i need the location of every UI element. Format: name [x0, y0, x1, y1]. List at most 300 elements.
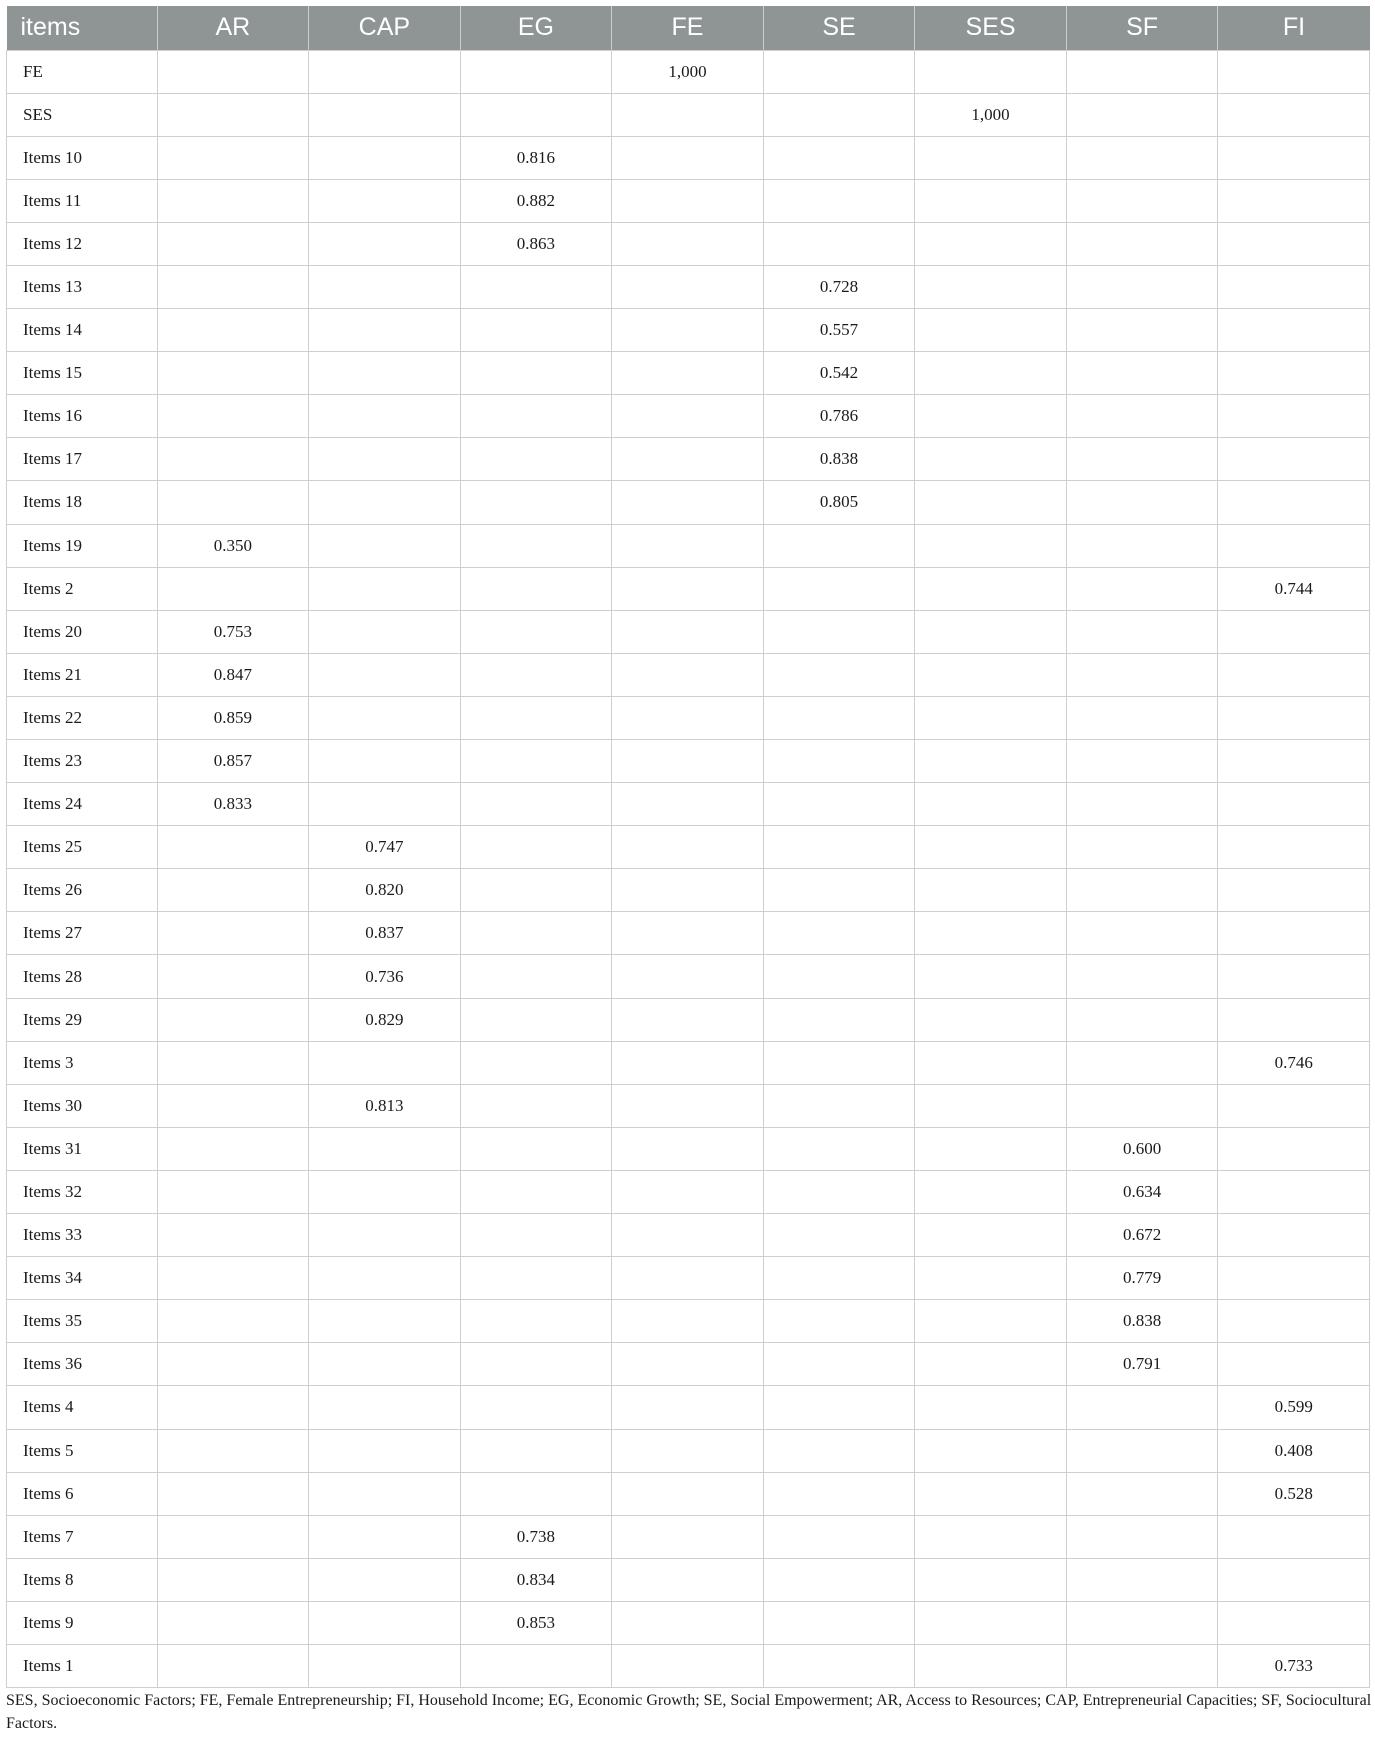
table-row — [7, 1558, 1370, 1601]
loading-cell — [1218, 136, 1370, 179]
loading-cell — [309, 222, 461, 265]
loading-cell — [1066, 136, 1218, 179]
loading-cell — [1218, 265, 1370, 308]
loading-cell — [157, 1601, 309, 1644]
row-label: Items 10 — [7, 136, 158, 179]
loading-cell — [1066, 352, 1218, 395]
loading-cell — [460, 955, 612, 998]
loading-cell: 0.853 — [460, 1601, 612, 1644]
loading-cell — [612, 309, 764, 352]
table-header — [7, 6, 1370, 50]
loading-cell: 0.829 — [309, 998, 461, 1041]
loading-cell — [1066, 826, 1218, 869]
loading-cell — [309, 1343, 461, 1386]
loading-cell — [157, 136, 309, 179]
table-row — [7, 265, 1370, 308]
loading-cell — [612, 998, 764, 1041]
loading-cell — [1066, 395, 1218, 438]
loading-cell — [763, 1429, 915, 1472]
table-row — [7, 696, 1370, 739]
loading-cell — [1218, 826, 1370, 869]
loading-cell — [157, 179, 309, 222]
loading-cell — [1218, 1257, 1370, 1300]
loading-cell — [915, 1257, 1067, 1300]
loading-cell — [1066, 1386, 1218, 1429]
row-label: Items 3 — [7, 1041, 158, 1084]
loading-cell — [1218, 309, 1370, 352]
loading-cell — [612, 912, 764, 955]
column-header-se: SE — [763, 6, 915, 50]
loading-cell — [1066, 998, 1218, 1041]
loading-cell — [915, 136, 1067, 179]
loading-cell — [1218, 1170, 1370, 1213]
loading-cell — [1218, 1343, 1370, 1386]
row-label: Items 34 — [7, 1257, 158, 1300]
row-label: Items 32 — [7, 1170, 158, 1213]
loading-cell — [1066, 567, 1218, 610]
loading-cell — [309, 395, 461, 438]
table-row — [7, 309, 1370, 352]
loading-cell — [612, 869, 764, 912]
loading-cell — [157, 1041, 309, 1084]
loading-cell — [915, 1170, 1067, 1213]
loading-cell — [309, 1041, 461, 1084]
row-label: Items 28 — [7, 955, 158, 998]
loading-cell — [763, 998, 915, 1041]
loading-cell — [157, 93, 309, 136]
row-label: Items 14 — [7, 309, 158, 352]
loading-cell — [309, 1515, 461, 1558]
column-header-ar: AR — [157, 6, 309, 50]
row-label: SES — [7, 93, 158, 136]
row-label: Items 18 — [7, 481, 158, 524]
loading-cell — [1218, 50, 1370, 93]
row-label: Items 6 — [7, 1472, 158, 1515]
loading-cell — [157, 481, 309, 524]
loading-cell — [915, 50, 1067, 93]
loading-cell: 0.837 — [309, 912, 461, 955]
loading-cell — [460, 610, 612, 653]
table-row — [7, 352, 1370, 395]
loading-cell — [612, 1127, 764, 1170]
loading-cell: 0.834 — [460, 1558, 612, 1601]
row-label: Items 5 — [7, 1429, 158, 1472]
loading-cell: 1,000 — [612, 50, 764, 93]
loading-cell — [1066, 653, 1218, 696]
table-row — [7, 1127, 1370, 1170]
row-label: Items 35 — [7, 1300, 158, 1343]
loading-cell: 0.847 — [157, 653, 309, 696]
loading-cell — [1066, 912, 1218, 955]
loading-cell — [612, 93, 764, 136]
loading-cell — [309, 1429, 461, 1472]
column-header-eg: EG — [460, 6, 612, 50]
loading-cell — [460, 1429, 612, 1472]
loading-cell — [460, 50, 612, 93]
loading-cell — [612, 395, 764, 438]
table-row — [7, 524, 1370, 567]
loading-cell — [460, 309, 612, 352]
loading-cell: 0.816 — [460, 136, 612, 179]
row-label: Items 22 — [7, 696, 158, 739]
loading-cell — [1218, 653, 1370, 696]
loading-cell — [915, 783, 1067, 826]
loading-cell — [460, 1644, 612, 1687]
loading-cell — [309, 1257, 461, 1300]
table-row — [7, 179, 1370, 222]
loading-cell — [157, 1386, 309, 1429]
loading-cell — [763, 740, 915, 783]
table-row — [7, 50, 1370, 93]
table-row — [7, 1386, 1370, 1429]
loading-cell — [1218, 783, 1370, 826]
table-row — [7, 653, 1370, 696]
row-label: Items 30 — [7, 1084, 158, 1127]
loading-cell — [1218, 93, 1370, 136]
loading-cell: 0.859 — [157, 696, 309, 739]
loading-cell — [309, 1214, 461, 1257]
loading-cell — [157, 1170, 309, 1213]
loading-cell — [1218, 1127, 1370, 1170]
loading-cell — [612, 1084, 764, 1127]
loading-cell — [460, 395, 612, 438]
loading-cell — [460, 1214, 612, 1257]
loading-cell: 0.728 — [763, 265, 915, 308]
loading-cell — [763, 1170, 915, 1213]
loading-cell — [763, 610, 915, 653]
column-header-sf: SF — [1066, 6, 1218, 50]
loading-cell — [612, 783, 764, 826]
loading-cell — [763, 1644, 915, 1687]
loading-cell — [1218, 869, 1370, 912]
loading-cell — [1218, 696, 1370, 739]
loading-cell — [763, 1041, 915, 1084]
loading-cell — [157, 1084, 309, 1127]
loading-cell — [309, 653, 461, 696]
loading-cell — [1218, 1300, 1370, 1343]
loading-cell — [1218, 1084, 1370, 1127]
column-header-fe: FE — [612, 6, 764, 50]
loading-cell: 0.882 — [460, 179, 612, 222]
loading-cell: 0.838 — [763, 438, 915, 481]
loading-cell — [157, 1127, 309, 1170]
loading-cell — [915, 222, 1067, 265]
loading-cell — [309, 1601, 461, 1644]
loading-cell — [309, 50, 461, 93]
loading-cell — [1066, 696, 1218, 739]
loading-cell — [1218, 1515, 1370, 1558]
loading-cell — [1066, 1472, 1218, 1515]
loading-cell — [763, 567, 915, 610]
loading-cell — [763, 1601, 915, 1644]
loading-cell — [1218, 1214, 1370, 1257]
loading-cell — [612, 265, 764, 308]
loading-cell — [763, 93, 915, 136]
loading-cell — [309, 352, 461, 395]
loading-cell — [763, 783, 915, 826]
loading-cell: 0.786 — [763, 395, 915, 438]
loading-cell — [612, 1170, 764, 1213]
loading-cell — [915, 912, 1067, 955]
loading-cell — [1066, 309, 1218, 352]
factor-loadings-table — [6, 6, 1370, 1688]
loading-cell — [309, 1300, 461, 1343]
loading-cell — [460, 1127, 612, 1170]
loading-cell — [1066, 179, 1218, 222]
loading-cell — [1066, 869, 1218, 912]
row-label: Items 20 — [7, 610, 158, 653]
loading-cell: 0.833 — [157, 783, 309, 826]
loading-cell — [915, 1472, 1067, 1515]
loading-cell: 0.600 — [1066, 1127, 1218, 1170]
loading-cell — [612, 1644, 764, 1687]
loading-cell: 0.863 — [460, 222, 612, 265]
loading-cell — [460, 1472, 612, 1515]
loading-cell — [1218, 955, 1370, 998]
loading-cell — [763, 1084, 915, 1127]
row-label: FE — [7, 50, 158, 93]
row-label: Items 25 — [7, 826, 158, 869]
row-label: Items 9 — [7, 1601, 158, 1644]
loading-cell: 0.672 — [1066, 1214, 1218, 1257]
loading-cell — [157, 1257, 309, 1300]
loading-cell — [763, 696, 915, 739]
loading-cell — [612, 179, 764, 222]
loading-cell — [309, 93, 461, 136]
loading-cell — [612, 1472, 764, 1515]
loading-cell: 0.744 — [1218, 567, 1370, 610]
loading-cell — [915, 265, 1067, 308]
row-label: Items 1 — [7, 1644, 158, 1687]
loading-cell — [1218, 998, 1370, 1041]
loading-cell — [915, 1386, 1067, 1429]
loading-cell — [763, 1127, 915, 1170]
loading-cell — [612, 352, 764, 395]
table-row — [7, 783, 1370, 826]
row-label: Items 26 — [7, 869, 158, 912]
loading-cell — [460, 869, 612, 912]
loading-cell — [1218, 179, 1370, 222]
table-row — [7, 567, 1370, 610]
loading-cell — [915, 481, 1067, 524]
table-row — [7, 1300, 1370, 1343]
row-label: Items 19 — [7, 524, 158, 567]
loading-cell — [1066, 955, 1218, 998]
loading-cell — [157, 1429, 309, 1472]
loading-cell: 0.779 — [1066, 1257, 1218, 1300]
loading-cell — [612, 610, 764, 653]
loading-cell — [915, 1644, 1067, 1687]
column-header-fi: FI — [1218, 6, 1370, 50]
loading-cell — [309, 1558, 461, 1601]
loading-cell — [763, 1558, 915, 1601]
loading-cell — [460, 1170, 612, 1213]
loading-cell — [157, 826, 309, 869]
loading-cell — [763, 1386, 915, 1429]
loading-cell: 0.733 — [1218, 1644, 1370, 1687]
loading-cell — [915, 955, 1067, 998]
loading-cell — [1218, 395, 1370, 438]
loading-cell — [309, 1644, 461, 1687]
loading-cell — [1218, 740, 1370, 783]
loading-cell — [612, 1601, 764, 1644]
loading-cell — [1218, 524, 1370, 567]
table-row — [7, 1601, 1370, 1644]
loading-cell — [1066, 783, 1218, 826]
loading-cell — [915, 567, 1067, 610]
loading-cell: 1,000 — [915, 93, 1067, 136]
loading-cell — [915, 1429, 1067, 1472]
loading-cell — [309, 524, 461, 567]
loading-cell — [157, 265, 309, 308]
table-row — [7, 1472, 1370, 1515]
loading-cell — [612, 1515, 764, 1558]
table-row — [7, 1214, 1370, 1257]
loading-cell: 0.838 — [1066, 1300, 1218, 1343]
row-label: Items 16 — [7, 395, 158, 438]
loading-cell: 0.747 — [309, 826, 461, 869]
table-row — [7, 1515, 1370, 1558]
loading-cell — [612, 740, 764, 783]
loading-cell — [157, 1300, 309, 1343]
loading-cell — [1066, 610, 1218, 653]
loading-cell — [915, 1041, 1067, 1084]
loading-cell — [309, 696, 461, 739]
loading-cell — [460, 1041, 612, 1084]
loading-cell — [157, 1214, 309, 1257]
loading-cell — [309, 1386, 461, 1429]
loading-cell — [309, 136, 461, 179]
table-row — [7, 998, 1370, 1041]
loading-cell — [915, 1084, 1067, 1127]
row-label: Items 23 — [7, 740, 158, 783]
loading-cell — [460, 265, 612, 308]
loading-cell — [763, 179, 915, 222]
loading-cell — [309, 1472, 461, 1515]
loading-cell — [309, 179, 461, 222]
loading-cell — [460, 912, 612, 955]
table-row — [7, 1343, 1370, 1386]
loading-cell — [157, 955, 309, 998]
loading-cell — [157, 869, 309, 912]
table-row — [7, 1257, 1370, 1300]
loading-cell — [309, 438, 461, 481]
loading-cell — [612, 826, 764, 869]
table-row — [7, 222, 1370, 265]
loading-cell — [157, 352, 309, 395]
row-label: Items 8 — [7, 1558, 158, 1601]
loading-cell — [612, 438, 764, 481]
loading-cell — [157, 998, 309, 1041]
loading-cell — [1066, 93, 1218, 136]
table-row — [7, 869, 1370, 912]
loading-cell — [915, 1601, 1067, 1644]
table-body — [7, 50, 1370, 1688]
loading-cell — [460, 998, 612, 1041]
loading-cell — [915, 1343, 1067, 1386]
loading-cell — [309, 1170, 461, 1213]
loading-cell: 0.634 — [1066, 1170, 1218, 1213]
loading-cell — [460, 783, 612, 826]
loading-cell — [309, 265, 461, 308]
loading-cell — [460, 1300, 612, 1343]
loading-cell — [460, 481, 612, 524]
loading-cell — [612, 955, 764, 998]
table-row — [7, 955, 1370, 998]
loading-cell — [763, 912, 915, 955]
loading-cell — [915, 1214, 1067, 1257]
loading-cell — [309, 481, 461, 524]
row-label: Items 12 — [7, 222, 158, 265]
loading-cell — [915, 179, 1067, 222]
loading-cell — [1218, 1601, 1370, 1644]
table-row — [7, 93, 1370, 136]
loading-cell — [1218, 222, 1370, 265]
table-row — [7, 1429, 1370, 1472]
row-label: Items 36 — [7, 1343, 158, 1386]
loading-cell — [915, 352, 1067, 395]
loading-cell — [460, 1084, 612, 1127]
loading-cell: 0.736 — [309, 955, 461, 998]
loading-cell — [1218, 1558, 1370, 1601]
loading-cell — [1218, 912, 1370, 955]
loading-cell — [915, 524, 1067, 567]
loading-cell — [612, 1214, 764, 1257]
loading-cell — [915, 740, 1067, 783]
loading-cell — [915, 309, 1067, 352]
loading-cell — [763, 869, 915, 912]
loading-cell — [1218, 352, 1370, 395]
table-row — [7, 610, 1370, 653]
loading-cell — [915, 1515, 1067, 1558]
loading-cell: 0.738 — [460, 1515, 612, 1558]
loading-cell: 0.746 — [1218, 1041, 1370, 1084]
loading-cell — [915, 1127, 1067, 1170]
loading-cell — [612, 1343, 764, 1386]
loading-cell — [1066, 1429, 1218, 1472]
loading-cell — [763, 1472, 915, 1515]
loading-cell — [763, 826, 915, 869]
loading-cell — [915, 438, 1067, 481]
loading-cell — [157, 1558, 309, 1601]
loading-cell: 0.820 — [309, 869, 461, 912]
table-row — [7, 438, 1370, 481]
loading-cell — [915, 653, 1067, 696]
loading-cell — [763, 1515, 915, 1558]
loading-cell: 0.557 — [763, 309, 915, 352]
row-label: Items 7 — [7, 1515, 158, 1558]
table-row — [7, 395, 1370, 438]
loading-cell — [763, 50, 915, 93]
loading-cell: 0.528 — [1218, 1472, 1370, 1515]
loading-cell — [915, 1300, 1067, 1343]
loading-cell — [612, 524, 764, 567]
loading-cell — [157, 912, 309, 955]
loading-cell: 0.813 — [309, 1084, 461, 1127]
loading-cell — [763, 1343, 915, 1386]
loading-cell — [763, 653, 915, 696]
loading-cell — [460, 653, 612, 696]
loading-cell: 0.805 — [763, 481, 915, 524]
loading-cell — [1066, 1041, 1218, 1084]
row-label: Items 24 — [7, 783, 158, 826]
row-label: Items 11 — [7, 179, 158, 222]
loading-cell — [460, 696, 612, 739]
table-row — [7, 1041, 1370, 1084]
loading-cell — [157, 222, 309, 265]
loading-cell — [763, 1257, 915, 1300]
loading-cell — [612, 222, 764, 265]
